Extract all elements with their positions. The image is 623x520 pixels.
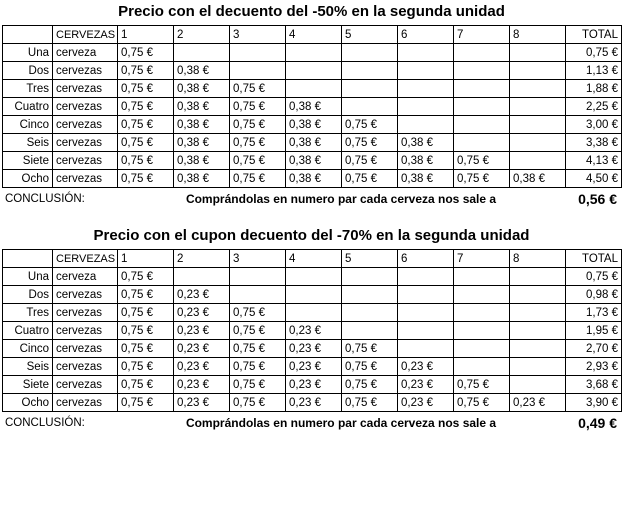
row-qty-label: Tres [3, 304, 53, 322]
cell-7 [454, 340, 510, 358]
cell-5 [342, 44, 398, 62]
row-qty-label: Una [3, 44, 53, 62]
table-row [3, 394, 622, 412]
cell-4 [286, 80, 342, 98]
price-table-70 [2, 249, 622, 412]
table-row [3, 116, 622, 134]
cell-3: 0,75 € [230, 304, 286, 322]
table-row [3, 152, 622, 170]
cell-1: 0,75 € [118, 44, 174, 62]
row-total: 1,95 € [566, 322, 622, 340]
row-qty-label: Siete [3, 152, 53, 170]
cell-8 [510, 116, 566, 134]
price-table-50 [2, 25, 622, 188]
cell-6 [398, 322, 454, 340]
cell-2: 0,23 € [174, 358, 230, 376]
cell-8: 0,38 € [510, 170, 566, 188]
header-col-4: 4 [286, 26, 342, 44]
cell-1: 0,75 € [118, 116, 174, 134]
cell-3: 0,75 € [230, 98, 286, 116]
header-col-7: 7 [454, 26, 510, 44]
cell-6 [398, 44, 454, 62]
row-total: 2,25 € [566, 98, 622, 116]
header-col-6: 6 [398, 250, 454, 268]
cell-7 [454, 116, 510, 134]
cell-3: 0,75 € [230, 394, 286, 412]
row-total: 1,88 € [566, 80, 622, 98]
cell-2 [174, 268, 230, 286]
table-header-row [3, 250, 622, 268]
cell-7: 0,75 € [454, 152, 510, 170]
table-row [3, 358, 622, 376]
cell-3 [230, 44, 286, 62]
cell-2: 0,23 € [174, 304, 230, 322]
cell-5: 0,75 € [342, 152, 398, 170]
header-col-4: 4 [286, 250, 342, 268]
cell-4 [286, 268, 342, 286]
cell-3: 0,75 € [230, 116, 286, 134]
cell-5 [342, 98, 398, 116]
cell-3 [230, 286, 286, 304]
cell-6: 0,38 € [398, 134, 454, 152]
cell-6 [398, 98, 454, 116]
cell-4: 0,23 € [286, 376, 342, 394]
cell-6: 0,23 € [398, 358, 454, 376]
cell-3: 0,75 € [230, 170, 286, 188]
row-word: cervezas [53, 322, 118, 340]
cell-4: 0,23 € [286, 394, 342, 412]
row-word: cervezas [53, 340, 118, 358]
cell-7 [454, 322, 510, 340]
cell-4: 0,38 € [286, 116, 342, 134]
table-row [3, 340, 622, 358]
cell-1: 0,75 € [118, 80, 174, 98]
header-col-3: 3 [230, 250, 286, 268]
cell-8 [510, 376, 566, 394]
cell-3: 0,75 € [230, 376, 286, 394]
cell-5 [342, 286, 398, 304]
cell-4 [286, 44, 342, 62]
cell-4: 0,38 € [286, 170, 342, 188]
conclusion-value: 0,56 € [578, 191, 617, 207]
cell-5: 0,75 € [342, 376, 398, 394]
row-total: 0,75 € [566, 268, 622, 286]
row-word: cervezas [53, 152, 118, 170]
cell-2: 0,23 € [174, 340, 230, 358]
cell-6 [398, 268, 454, 286]
cell-3 [230, 62, 286, 80]
row-qty-label: Cuatro [3, 98, 53, 116]
conclusion-label: CONCLUSIÓN: [5, 417, 85, 429]
cell-1: 0,75 € [118, 268, 174, 286]
row-word: cervezas [53, 376, 118, 394]
table-row [3, 170, 622, 188]
cell-8 [510, 286, 566, 304]
cell-1: 0,75 € [118, 152, 174, 170]
cell-8 [510, 322, 566, 340]
cell-8 [510, 62, 566, 80]
cell-7: 0,75 € [454, 394, 510, 412]
row-qty-label: Seis [3, 358, 53, 376]
cell-2: 0,23 € [174, 376, 230, 394]
cell-7 [454, 80, 510, 98]
cell-2: 0,38 € [174, 62, 230, 80]
cell-6: 0,38 € [398, 152, 454, 170]
row-word: cervezas [53, 80, 118, 98]
header-col-2: 2 [174, 250, 230, 268]
row-qty-label: Ocho [3, 394, 53, 412]
cell-4 [286, 304, 342, 322]
header-col-2: 2 [174, 26, 230, 44]
cell-8 [510, 44, 566, 62]
row-total: 2,70 € [566, 340, 622, 358]
cell-3: 0,75 € [230, 358, 286, 376]
row-total: 0,75 € [566, 44, 622, 62]
row-qty-label: Cinco [3, 340, 53, 358]
cell-4: 0,23 € [286, 358, 342, 376]
row-word: cervezas [53, 62, 118, 80]
cell-4: 0,38 € [286, 134, 342, 152]
table-row [3, 44, 622, 62]
cell-5: 0,75 € [342, 394, 398, 412]
header-total: TOTAL [566, 26, 622, 44]
cell-2: 0,23 € [174, 394, 230, 412]
cell-8 [510, 152, 566, 170]
table-row [3, 268, 622, 286]
conclusion-text: Comprándolas en numero par cada cerveza nos sale a [185, 416, 497, 430]
table-row [3, 304, 622, 322]
row-total: 0,98 € [566, 286, 622, 304]
header-col-5: 5 [342, 250, 398, 268]
cell-5 [342, 62, 398, 80]
table-row [3, 80, 622, 98]
cell-4: 0,38 € [286, 98, 342, 116]
cell-2: 0,38 € [174, 134, 230, 152]
cell-1: 0,75 € [118, 394, 174, 412]
cell-7 [454, 358, 510, 376]
row-total: 3,38 € [566, 134, 622, 152]
row-word: cervezas [53, 358, 118, 376]
header-col-8: 8 [510, 26, 566, 44]
conclusion-text: Comprándolas en numero par cada cerveza nos sale a [185, 192, 497, 206]
cell-5: 0,75 € [342, 170, 398, 188]
table-row [3, 322, 622, 340]
row-word: cervezas [53, 134, 118, 152]
cell-3: 0,75 € [230, 340, 286, 358]
header-col-7: 7 [454, 250, 510, 268]
cell-6 [398, 80, 454, 98]
header-blank [3, 250, 53, 268]
row-qty-label: Siete [3, 376, 53, 394]
cell-8: 0,23 € [510, 394, 566, 412]
cell-1: 0,75 € [118, 134, 174, 152]
table-header-row [3, 26, 622, 44]
row-word: cervezas [53, 116, 118, 134]
header-col-1: 1 [118, 26, 174, 44]
row-qty-label: Dos [3, 286, 53, 304]
row-word: cerveza [53, 44, 118, 62]
row-word: cervezas [53, 170, 118, 188]
cell-8 [510, 80, 566, 98]
cell-1: 0,75 € [118, 170, 174, 188]
header-col-5: 5 [342, 26, 398, 44]
cell-8 [510, 98, 566, 116]
cell-6 [398, 286, 454, 304]
table-row [3, 134, 622, 152]
cell-1: 0,75 € [118, 322, 174, 340]
row-qty-label: Ocho [3, 170, 53, 188]
cell-2: 0,23 € [174, 322, 230, 340]
conclusion-row-70 [2, 412, 621, 434]
cell-3: 0,75 € [230, 134, 286, 152]
cell-5: 0,75 € [342, 340, 398, 358]
cell-3 [230, 268, 286, 286]
cell-4 [286, 62, 342, 80]
cell-5 [342, 304, 398, 322]
cell-5 [342, 268, 398, 286]
header-cervezas: CERVEZAS [53, 250, 118, 268]
price-block-70 [0, 224, 623, 434]
row-word: cervezas [53, 394, 118, 412]
cell-1: 0,75 € [118, 98, 174, 116]
header-col-3: 3 [230, 26, 286, 44]
conclusion-row-50 [2, 188, 621, 210]
cell-3: 0,75 € [230, 80, 286, 98]
cell-7 [454, 286, 510, 304]
cell-5: 0,75 € [342, 116, 398, 134]
cell-1: 0,75 € [118, 358, 174, 376]
row-total: 3,90 € [566, 394, 622, 412]
cell-6: 0,23 € [398, 394, 454, 412]
cell-2 [174, 44, 230, 62]
header-cervezas: CERVEZAS [53, 26, 118, 44]
header-blank [3, 26, 53, 44]
row-word: cerveza [53, 268, 118, 286]
cell-1: 0,75 € [118, 62, 174, 80]
cell-7: 0,75 € [454, 170, 510, 188]
cell-8 [510, 268, 566, 286]
table-row [3, 62, 622, 80]
cell-5: 0,75 € [342, 134, 398, 152]
row-total: 2,93 € [566, 358, 622, 376]
header-col-6: 6 [398, 26, 454, 44]
row-total: 4,13 € [566, 152, 622, 170]
cell-3: 0,75 € [230, 152, 286, 170]
cell-1: 0,75 € [118, 304, 174, 322]
row-qty-label: Cuatro [3, 322, 53, 340]
cell-4: 0,23 € [286, 340, 342, 358]
cell-4: 0,38 € [286, 152, 342, 170]
row-qty-label: Cinco [3, 116, 53, 134]
cell-7 [454, 268, 510, 286]
header-col-8: 8 [510, 250, 566, 268]
cell-2: 0,23 € [174, 286, 230, 304]
cell-7 [454, 304, 510, 322]
cell-8 [510, 340, 566, 358]
row-total: 1,73 € [566, 304, 622, 322]
row-word: cervezas [53, 98, 118, 116]
cell-5: 0,75 € [342, 358, 398, 376]
cell-2: 0,38 € [174, 170, 230, 188]
cell-6 [398, 304, 454, 322]
block-spacer [0, 210, 623, 224]
conclusion-value: 0,49 € [578, 415, 617, 431]
cell-2: 0,38 € [174, 80, 230, 98]
row-total: 3,68 € [566, 376, 622, 394]
cell-8 [510, 358, 566, 376]
row-qty-label: Dos [3, 62, 53, 80]
cell-1: 0,75 € [118, 340, 174, 358]
row-qty-label: Seis [3, 134, 53, 152]
price-block-50 [0, 0, 623, 210]
table-row [3, 286, 622, 304]
cell-1: 0,75 € [118, 376, 174, 394]
header-col-1: 1 [118, 250, 174, 268]
table-row [3, 98, 622, 116]
row-word: cervezas [53, 286, 118, 304]
cell-2: 0,38 € [174, 152, 230, 170]
cell-4 [286, 286, 342, 304]
cell-7 [454, 98, 510, 116]
cell-1: 0,75 € [118, 286, 174, 304]
cell-3: 0,75 € [230, 322, 286, 340]
row-qty-label: Una [3, 268, 53, 286]
header-total: TOTAL [566, 250, 622, 268]
cell-8 [510, 304, 566, 322]
cell-2: 0,38 € [174, 116, 230, 134]
row-word: cervezas [53, 304, 118, 322]
cell-8 [510, 134, 566, 152]
cell-6 [398, 116, 454, 134]
conclusion-label: CONCLUSIÓN: [5, 193, 85, 205]
cell-7 [454, 134, 510, 152]
row-total: 1,13 € [566, 62, 622, 80]
cell-6 [398, 62, 454, 80]
cell-6 [398, 340, 454, 358]
row-total: 3,00 € [566, 116, 622, 134]
cell-5 [342, 322, 398, 340]
row-total: 4,50 € [566, 170, 622, 188]
block-title-70: Precio con el cupon decuento del -70% en la segunda unidad [93, 227, 530, 244]
cell-6: 0,38 € [398, 170, 454, 188]
cell-6: 0,23 € [398, 376, 454, 394]
block-title-50: Precio con el decuento del -50% en la segunda unidad [118, 3, 505, 20]
cell-5 [342, 80, 398, 98]
cell-7: 0,75 € [454, 376, 510, 394]
table-row [3, 376, 622, 394]
row-qty-label: Tres [3, 80, 53, 98]
cell-2: 0,38 € [174, 98, 230, 116]
cell-7 [454, 44, 510, 62]
cell-4: 0,23 € [286, 322, 342, 340]
cell-7 [454, 62, 510, 80]
